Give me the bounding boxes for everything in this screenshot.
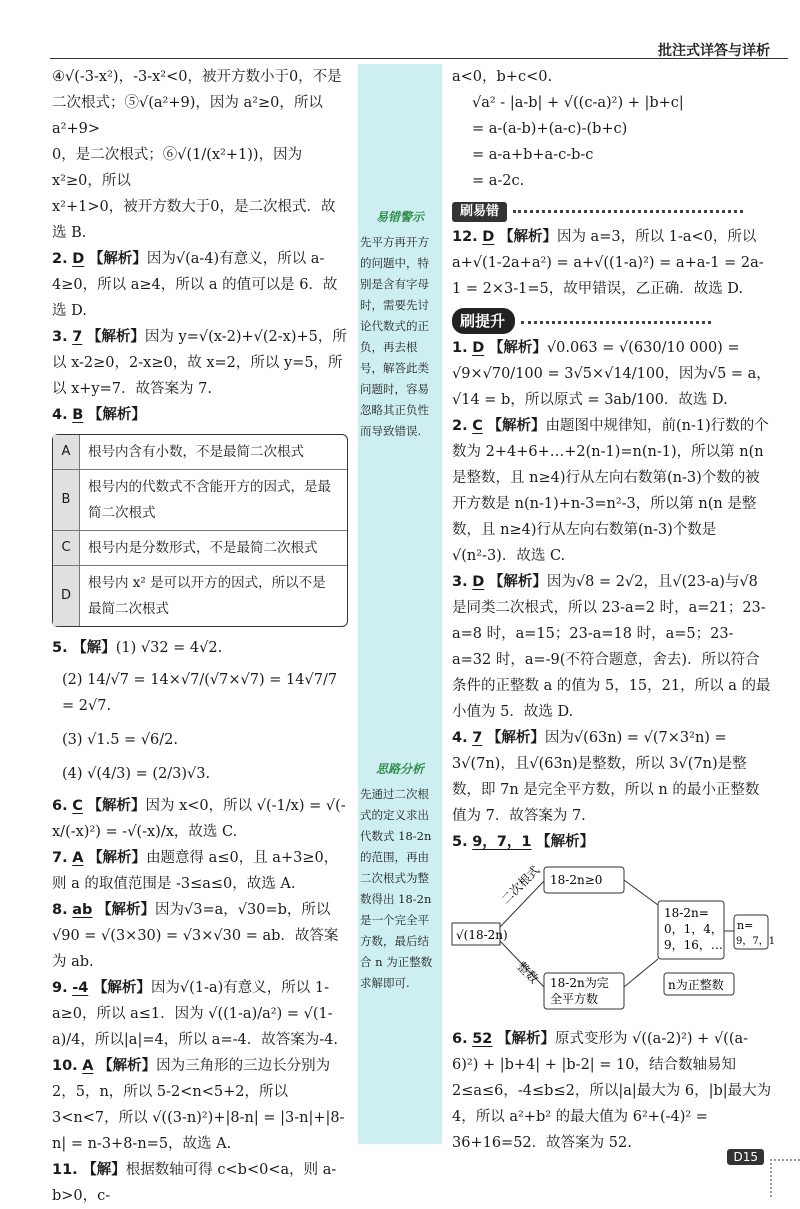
table-row <box>53 531 347 566</box>
practice-5: 5. 9，7，1 【解析】 <box>452 834 595 850</box>
end-box-line-1: n= <box>737 919 754 932</box>
row-text: 根号内的代数式不含能开方的因式，是最简二次根式 <box>88 479 331 521</box>
question-10: 10. A 【解析】因为三角形的三边长分别为 2，5，n，所以 5-2<n<5+2，所以 3<n<7，所以 √((3-n)²)+|8-n| = |3-n|+|8-n| = n-3+8-n=5，故选 A. <box>52 1058 345 1152</box>
q5-part-2: (2) 14/√7 = 14×√7/(√7×√7) = 14√7/7 = 2√7. <box>62 672 338 714</box>
option-table <box>52 434 348 627</box>
reasoning-diagram <box>452 859 776 1009</box>
row-text: 根号内含有小数，不是最简二次根式 <box>88 444 304 460</box>
bottom-box-line-2: 全平方数 <box>550 992 599 1006</box>
section-tag: 刷提升 <box>452 308 515 334</box>
top-box-label: 18-2n≥0 <box>550 873 603 887</box>
practice-6: 6. 52 【解析】原式变形为 √((a-2)²) + √((a-6)²) + |b+4| + |b-2| = 10，结合数轴易知 2≤a≤6，-4≤b≤2，所以|a|最大为 6，|b|最大为 4，所以 a²+b² 的最大值为 6²+(-4)² = 36+16=52．故答案为 52. <box>452 1031 772 1151</box>
right-column <box>452 64 776 1156</box>
arrow-merge-bottom <box>624 959 658 987</box>
dotted-rule <box>513 210 743 213</box>
row-label: A <box>53 435 80 469</box>
q5-part-4: (4) √(4/3) = (2/3)√3. <box>62 766 211 782</box>
text-line: = a-(a-b)+(a-c)-(b+c) <box>472 121 628 137</box>
side-note-mistake: 先平方再开方的问题中，特别是含有字母时，需要先讨论代数式的正负，再去根号，解答此类问题时，容易忽略其正负性而导致错误. <box>360 235 429 438</box>
arrow-merge-top <box>624 880 658 905</box>
text-line: ④√(-3-x²)，-3-x²<0，被开方数小于0，不是 <box>52 69 342 85</box>
question-9: 9. -4 【解析】因为√(1-a)有意义，所以 1-a≥0，所以 a≤1．因为 √((1-a)/a²) = √(1-a)/4，所以|a|=4，所以 a=-4．故答案为-4. <box>52 980 338 1048</box>
section-mistakes <box>452 198 772 224</box>
header-rule <box>50 58 788 59</box>
text-line: √a² - |a-b| + √((c-a)²) + |b+c| <box>472 95 684 111</box>
practice-1: 1. D 【解析】√0.063 = √(630/10 000) = √9×√70/100 = 3√5×√14/100，因为√5 = a，√14 = b，所以原式 = 3ab/100．故选 D. <box>452 340 771 408</box>
text-line: x²+1>0，被开方数大于0，是二次根式．故 <box>52 199 336 215</box>
question-3: 3. 7 【解析】因为 y=√(x-2)+√(2-x)+5，所以 x-2≥0，2-x≥0，故 x=2，所以 y=5，所以 x+y=7．故答案为 7. <box>52 329 347 397</box>
side-heading-analysis: 思路分析 <box>375 762 424 776</box>
condition-label: n为正整数 <box>668 978 724 992</box>
practice-4: 4. 7 【解析】因为√(63n) = √(7×3²n) = 3√(7n)，且√(63n)是整数，所以 3√(7n)是整数，即 7n 是完全平方数，所以 n 的最小正整数值为 7．故答案为 7. <box>452 730 760 824</box>
end-box-line-2: 9，7，1 <box>736 936 776 947</box>
practice-2: 2. C 【解析】由题图中规律知，前(n-1)行数的个数为 2+4+6+…+2(n-1)=n(n-1)，所以第 n(n 是整数，且 n≥4)行从左向右数第(n-3)个数的被开方数是 n(n-1)+n-3=n²-3，所以第 n(n 是整数，且 n≥4)行从左向右数第(n-3)个数是√(n²-3)．故选 C. <box>452 418 769 564</box>
text-line: a<0，b+c<0. <box>452 69 553 85</box>
question-4: 4. B 【解析】 <box>52 407 146 423</box>
question-7: 7. A 【解析】由题意得 a≤0，且 a+3≥0，则 a 的取值范围是 -3≤a≤0，故选 A. <box>52 850 339 892</box>
middle-box-line-3: 9，16，… <box>664 938 723 952</box>
question-12: 12. D 【解析】因为 a=3，所以 1-a<0，所以 a+√(1-2a+a²) = a+√((1-a)²) = a+a-1 = 2a-1 = 2×3-1=5，故甲错误，乙正确．故选 D. <box>452 229 764 297</box>
q5-part-3: (3) √1.5 = √6/2. <box>62 732 178 748</box>
question-6: 6. C 【解析】因为 x<0，所以 √(-1/x) = √(-x/(-x)²) = -√(-x)/x，故选 C. <box>52 798 346 840</box>
down-label: 整数 <box>514 959 542 987</box>
page-number: D15 <box>727 1149 764 1165</box>
table-row <box>53 470 347 531</box>
text-line: 0，是二次根式；⑥√(1/(x²+1))，因为 x²≥0，所以 <box>52 147 303 189</box>
up-label: 二次根式 <box>498 862 543 907</box>
page-header-title: 批注式详答与详析 <box>658 43 770 59</box>
question-11: 11. 【解】根据数轴可得 c<b<0<a，则 a-b>0，c- <box>52 1162 337 1204</box>
start-label: √(18-2n) <box>456 928 508 942</box>
row-text: 根号内是分数形式，不是最简二次根式 <box>88 540 318 556</box>
page-corner-decoration <box>770 1159 800 1197</box>
text-line: 选 B. <box>52 225 87 241</box>
left-column <box>52 64 350 1209</box>
side-heading-mistake: 易错警示 <box>375 210 424 224</box>
middle-box-line-2: 0，1，4， <box>664 922 723 936</box>
row-text: 根号内 x² 是可以开方的因式，所以不是最简二次根式 <box>88 575 326 617</box>
text-line: = a-2c. <box>472 173 525 189</box>
bottom-box-line-1: 18-2n为完 <box>550 976 609 990</box>
section-improve <box>452 308 772 335</box>
text-line: 二次根式；⑤√(a²+9)，因为 a²≥0，所以 a²+9> <box>52 95 323 137</box>
side-note-analysis: 先通过二次根式的定义求出代数式 18-2n 的范围，再由二次根式为整数得出 18-2n 是一个完全平方数，最后结合 n 为正整数求解即可. <box>360 787 433 990</box>
text-line: = a-a+b+a-c-b-c <box>472 147 594 163</box>
middle-box-line-1: 18-2n= <box>664 906 709 920</box>
table-row <box>53 435 347 470</box>
practice-3: 3. D 【解析】因为√8 = 2√2，且√(23-a)与√8是同类二次根式，所以 23-a=2 时，a=21；23-a=8 时，a=15；23-a=18 时，a=5；23-a=32 时，a=-9(不符合题意，舍去)．所以符合条件的正整数 a 的值为 5，15，21，所以 a 的最小值为 5．故选 D. <box>452 574 771 720</box>
question-8: 8. ab 【解析】因为√3=a，√30=b，所以 √90 = √(3×30) = √3×√30 = ab．故答案为 ab. <box>52 902 339 970</box>
dotted-rule <box>521 321 711 324</box>
question-5: 5. 【解】(1) √32 = 4√2. <box>52 640 223 656</box>
section-tag: 刷易错 <box>452 202 507 222</box>
row-label: D <box>53 566 80 626</box>
question-2: 2. D 【解析】因为√(a-4)有意义，所以 a-4≥0，所以 a≥4，所以 a 的值可以是 6．故选 D. <box>52 251 338 319</box>
row-label: B <box>53 470 80 530</box>
table-row <box>53 566 347 626</box>
row-label: C <box>53 531 80 565</box>
